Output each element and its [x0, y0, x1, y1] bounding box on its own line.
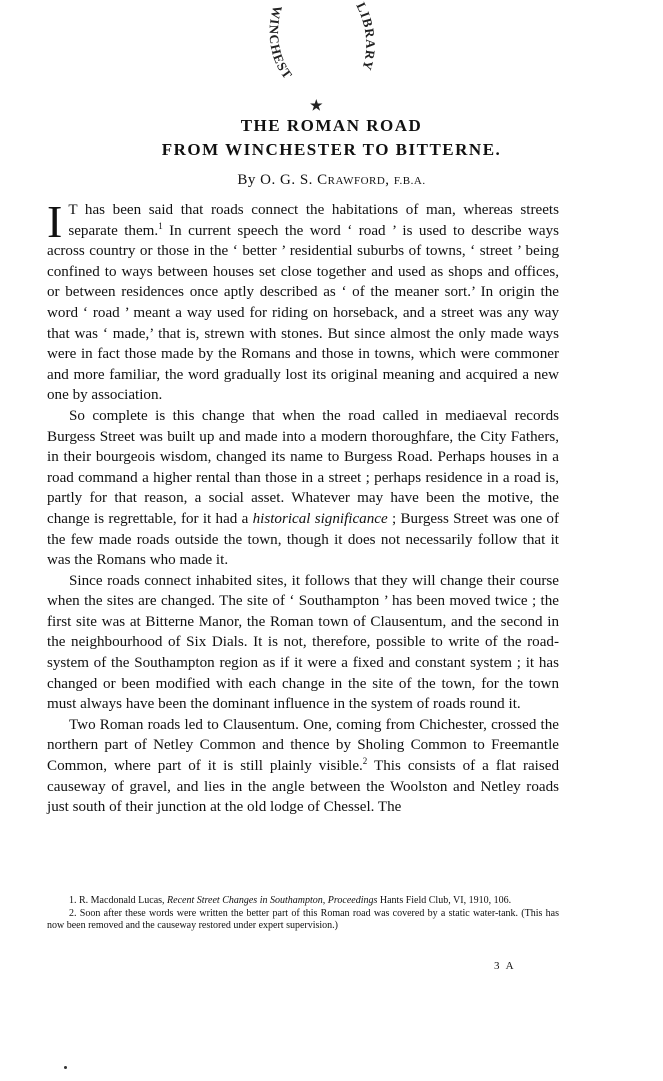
byline: [0, 172, 663, 189]
paragraph-1: I T has been said that roads connect the habitations of man, whereas streets separate them.$^1$ In current speech the word ‘ road ’ is used to describe ways across country or those in the ‘ better ’ residential suburbs of towns, ‘ street ’ being confined to ways between houses set close together and used as shops and offices, or between residences once aptly described as ‘ of the meaner sort.’ In origin the word ‘ road ’ meant a way used for riding on horseback, and a street was any way that was ‘ made,’ that is, strewn with stones. But since almost the only made ways were in fact those made by the Romans and those in towns, which were commoner and more familiar, the word gradually lost its original meaning and acquired a new one by association.: [47, 196, 559, 404]
print-speck: [64, 1066, 67, 1069]
author-honours: F.B.A.: [393, 175, 426, 187]
star-icon: ★: [310, 99, 324, 114]
footnotes: [47, 895, 559, 933]
drop-cap: I: [47, 196, 63, 247]
signature-mark: 3 A: [494, 960, 516, 972]
paragraph-2: So complete is this change that when the road called in mediaeval records Burgess Street was built up and made into a modern thoroughfare, the City Fathers, in their bourgeois wisdom, changed its name to Burgess Road. Perhaps houses in a road command a higher rental than those in a street ; perhaps residence in a road is, partly for that reason, a social asset. Whatever may have been the motive, the change is regrettable, for it had a historical significance ; Burgess Street was one of the few made roads outside the town, though it does not necessarily follow that it was the Romans who made it.: [47, 407, 560, 569]
byline-prefix: By: [237, 172, 256, 188]
footnote-2: 2. Soon after these words were written the better part of this Roman road was covered by a static water-tank. (This has now been removed and the causeway restored under expert supervision.): [47, 907, 559, 931]
library-stamp: [244, 0, 404, 115]
footnote-1: 1. R. Macdonald Lucas, Recent Street Changes in Southampton, Proceedings Hants Field Club, VI, 1910, 106.: [69, 895, 512, 906]
stamp-left-text: WINCHEST: [266, 4, 296, 83]
article-title-line-2: FROM WINCHESTER TO BITTERNE.: [161, 140, 502, 159]
stamp-right-text: LIBRARY: [353, 0, 379, 73]
paragraph-3: Since roads connect inhabited sites, it follows that they will change their course when the sites are changed. The site of ‘ Southampton ’ has been moved twice ; the first site was at Bitterne Manor, the Roman town of Clausentum, and the second in the neighbourhood of Six Dials. It is not, therefore, possible to write of the road-system of the Southampton region as if it were a fixed and constant system ; it has changed or been modified with each change in the site of the town, for the town must always have been the dominant influence in the system of roads round it.: [47, 572, 559, 713]
footnote-ref-1: 1: [158, 220, 163, 231]
article-body: [47, 196, 560, 818]
footnote-ref-2: 2: [362, 756, 368, 766]
author-name: O. G. S. Crawford,: [260, 172, 390, 188]
article-title-line-1: THE ROMAN ROAD: [240, 116, 423, 135]
paragraph-4: Two Roman roads led to Clausentum. One, coming from Chichester, crossed the northern part of Netley Common and thence by Sholing Common to Freemantle Common, where part of it is still plainly visible.$^2$ This consists of a flat raised causeway of gravel, and lies in the angle between the Woolston and Netley roads just south of their junction at the old lodge of Chessel. The: [47, 716, 559, 816]
